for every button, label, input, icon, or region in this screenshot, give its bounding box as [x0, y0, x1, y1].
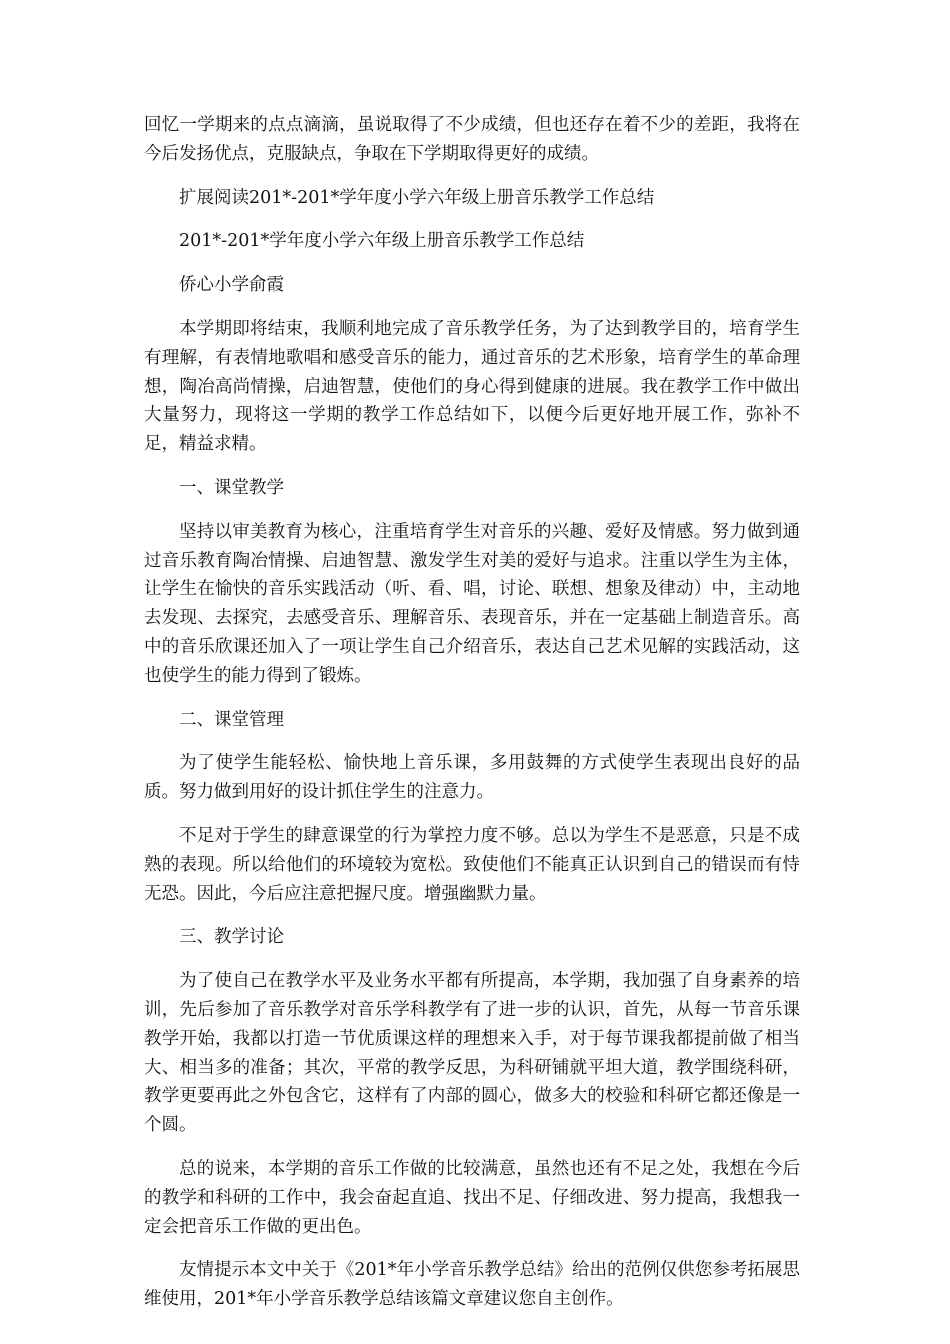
paragraph-management-methods: 为了使学生能轻松、愉快地上音乐课，多用鼓舞的方式使学生表现出良好的品质。努力做到用好的设计抓住学生的注意力。 [144, 753, 800, 803]
paragraph-conclusion: 总的说来，本学期的音乐工作做的比较满意，虽然也还有不足之处，我想在今后的教学和科研的工作中，我会奋起直追、找出不足、仔细改进、努力提高，我想我一定会把音乐工作做的更出色。 [144, 1158, 800, 1237]
author-line: 侨心小学俞霞 [179, 275, 284, 296]
paragraph-introduction: 本学期即将结束，我顺利地完成了音乐教学任务，为了达到教学目的，培育学生有理解，有表情地歌唱和感受音乐的能力，通过音乐的艺术形象，培育学生的革命理想，陶冶高尚情操，启迪智慧，使他们的身心得到健康的进展。我在教学工作中做出大量努力，现将这一学期的教学工作总结如下，以便今后更好地开展工作，弥补不足，精益求精。 [144, 318, 800, 455]
section-heading-teaching-discussion: 三、教学讨论 [179, 927, 284, 948]
paragraph-extended-reading: 扩展阅读201*-201*学年度小学六年级上册音乐教学工作总结 [179, 187, 655, 208]
section-heading-classroom-management: 二、课堂管理 [179, 709, 284, 730]
paragraph-teaching-discussion: 为了使自己在教学水平及业务水平都有所提高，本学期，我加强了自身素养的培训，先后参加了音乐教学对音乐学科教学有了进一步的认识，首先，从每一节音乐课教学开始，我都以打造一节优质课这样的理想来入手，对于每节课我都提前做了相当大、相当多的准备；其次，平常的教学反思，为科研铺就平坦大道，教学围绕科研，教学更要再此之外包含它，这样有了内部的圆心，做多大的校验和科研它都还像是一个圆。 [144, 971, 800, 1136]
paragraph-intro-continuation: 回忆一学期来的点点滴滴，虽说取得了不少成绩，但也还存在着不少的差距，我将在今后发扬优点，克服缺点，争取在下学期取得更好的成绩。 [144, 115, 800, 164]
document-title: 201*-201*学年度小学六年级上册音乐教学工作总结 [179, 231, 585, 252]
paragraph-classroom-teaching: 坚持以审美教育为核心，注重培育学生对音乐的兴趣、爱好及情感。努力做到通过音乐教育陶冶情操、启迪智慧、激发学生对美的爱好与追求。注重以学生为主体，让学生在愉快的音乐实践活动（听、看、唱，讨论、联想、想象及律动）中，主动地去发现、去探究，去感受音乐、理解音乐、表现音乐，并在一定基础上制造音乐。高中的音乐欣课还加入了一项让学生自己介绍音乐，表达自己艺术见解的实践活动，这也使学生的能力得到了锻炼。 [144, 521, 800, 686]
paragraph-friendly-reminder: 友情提示本文中关于《201*年小学音乐教学总结》给出的范例仅供您参考拓展思维使用，201*年小学音乐教学总结该篇文章建议您自主创作。 [144, 1260, 800, 1310]
document-body [144, 111, 800, 1329]
section-heading-classroom-teaching: 一、课堂教学 [179, 477, 284, 498]
paragraph-management-shortcomings: 不足对于学生的肆意课堂的行为掌控力度不够。总以为学生不是恶意，只是不成熟的表现。所以给他们的环境较为宽松。致使他们不能真正认识到自己的错误而有恃无恐。因此，今后应注意把握尺度。增强幽默力量。 [144, 825, 800, 904]
